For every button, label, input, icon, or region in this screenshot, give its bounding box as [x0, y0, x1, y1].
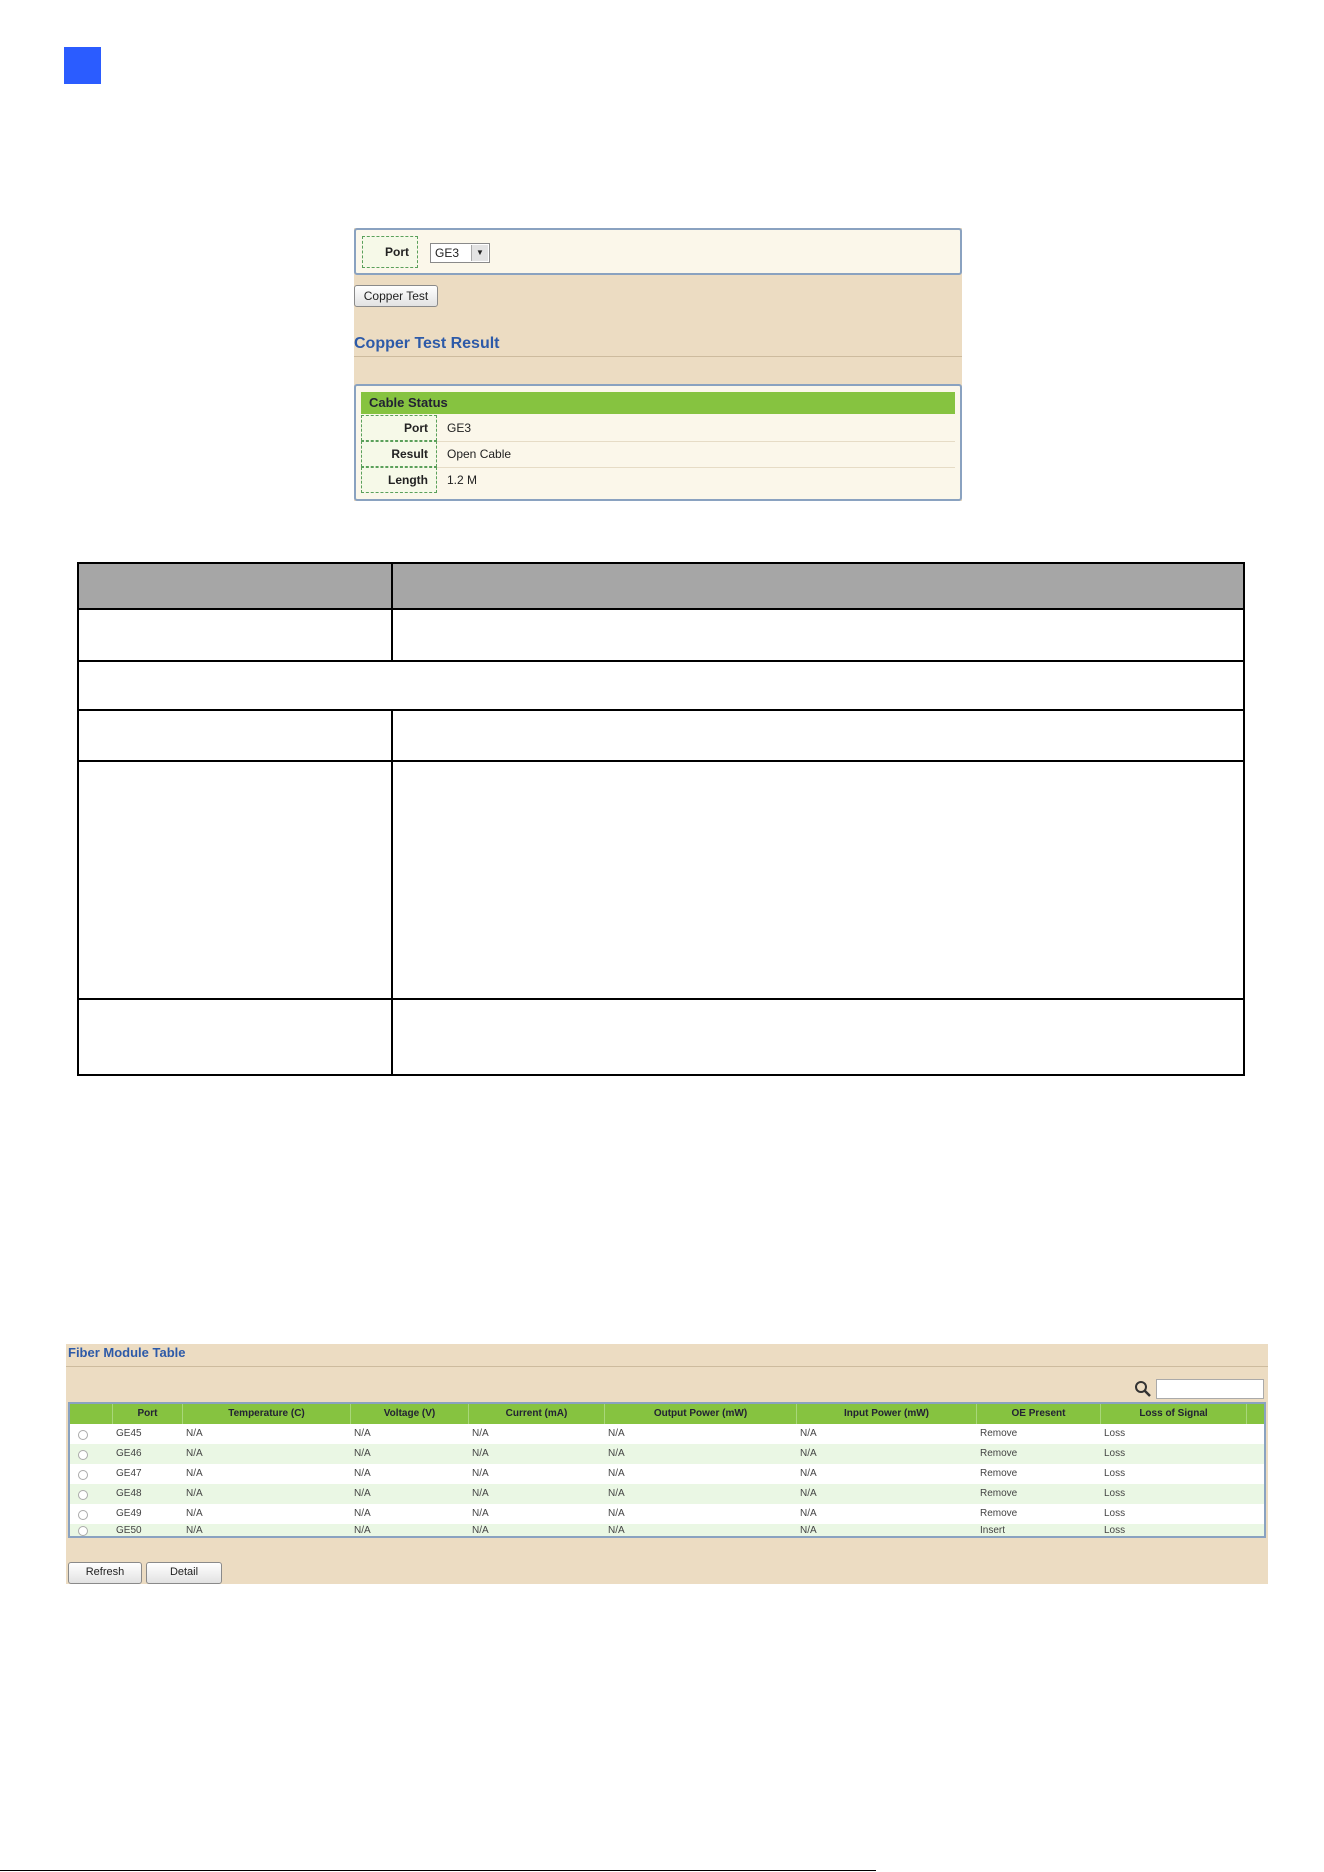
table-cell: GE46	[116, 1448, 142, 1459]
parameter-table	[77, 562, 1245, 1076]
table-cell: N/A	[608, 1428, 625, 1439]
table-header	[77, 562, 1245, 608]
row-radio[interactable]	[78, 1526, 88, 1536]
column-header-spacer	[1246, 1404, 1264, 1424]
section-marker	[64, 47, 101, 84]
table-cell: N/A	[354, 1508, 371, 1519]
fiber-module-table	[68, 1402, 1266, 1538]
table-cell: N/A	[608, 1508, 625, 1519]
table-cell: GE48	[116, 1488, 142, 1499]
cable-status-label: Length	[361, 467, 437, 493]
table-cell: N/A	[608, 1525, 625, 1536]
column-header[interactable]: Current (mA)	[468, 1404, 604, 1424]
row-radio[interactable]	[78, 1490, 88, 1500]
table-cell: Remove	[980, 1428, 1018, 1439]
table-cell: GE45	[116, 1428, 142, 1439]
table-cell: N/A	[800, 1525, 817, 1536]
table-cell: N/A	[354, 1525, 371, 1536]
column-header[interactable]: Input Power (mW)	[796, 1404, 976, 1424]
table-cell: N/A	[354, 1448, 371, 1459]
fiber-module-panel	[66, 1344, 1268, 1584]
table-row[interactable]	[70, 1444, 1264, 1464]
table-cell: GE47	[116, 1468, 142, 1479]
table-border	[1243, 562, 1245, 1076]
column-header[interactable]: Output Power (mW)	[604, 1404, 796, 1424]
table-row[interactable]	[70, 1424, 1264, 1444]
table-cell: Loss	[1104, 1428, 1126, 1439]
table-cell: Remove	[980, 1488, 1018, 1499]
table-border	[77, 760, 1245, 762]
table-cell: N/A	[354, 1488, 371, 1499]
table-cell: N/A	[186, 1448, 203, 1459]
table-cell: Loss	[1104, 1448, 1126, 1459]
copper-test-result-title: Copper Test Result	[354, 335, 500, 352]
port-select-panel	[354, 228, 962, 275]
table-border	[391, 562, 393, 662]
chevron-down-icon[interactable]: ▼	[471, 245, 488, 261]
table-cell: N/A	[472, 1448, 489, 1459]
row-radio[interactable]	[78, 1430, 88, 1440]
column-header-select	[70, 1404, 112, 1424]
table-cell: N/A	[472, 1508, 489, 1519]
table-border	[77, 562, 1245, 564]
divider	[66, 1366, 1268, 1367]
table-cell: N/A	[800, 1508, 817, 1519]
table-cell: Loss	[1104, 1488, 1126, 1499]
row-radio[interactable]	[78, 1450, 88, 1460]
table-row[interactable]	[70, 1464, 1264, 1484]
table-cell: Loss	[1104, 1508, 1126, 1519]
table-border	[77, 562, 79, 1076]
table-cell: Remove	[980, 1508, 1018, 1519]
table-border	[391, 709, 393, 1076]
cable-status-row	[361, 441, 955, 468]
divider	[354, 356, 962, 357]
table-cell: GE49	[116, 1508, 142, 1519]
cable-status-label: Port	[361, 415, 437, 441]
table-cell: N/A	[186, 1488, 203, 1499]
table-cell: N/A	[472, 1468, 489, 1479]
search-input[interactable]	[1156, 1379, 1264, 1399]
column-header[interactable]: Loss of Signal	[1100, 1404, 1246, 1424]
refresh-button[interactable]: Refresh	[68, 1562, 142, 1584]
table-border	[77, 608, 1245, 610]
table-cell: N/A	[800, 1448, 817, 1459]
table-cell: N/A	[608, 1448, 625, 1459]
table-cell: N/A	[800, 1428, 817, 1439]
table-cell: N/A	[472, 1488, 489, 1499]
column-header[interactable]: OE Present	[976, 1404, 1100, 1424]
column-header[interactable]: Voltage (V)	[350, 1404, 468, 1424]
port-dropdown-value: GE3	[435, 246, 460, 260]
table-cell: Loss	[1104, 1468, 1126, 1479]
table-header-row	[70, 1404, 1264, 1424]
column-header[interactable]: Port	[112, 1404, 182, 1424]
table-cell: N/A	[608, 1468, 625, 1479]
cable-status-row	[361, 467, 955, 493]
copper-test-button[interactable]: Copper Test	[354, 285, 438, 307]
table-cell: N/A	[608, 1488, 625, 1499]
footer-divider	[0, 1870, 876, 1871]
table-cell: Insert	[980, 1525, 1006, 1536]
table-row[interactable]	[70, 1524, 1264, 1536]
table-cell: N/A	[354, 1428, 371, 1439]
table-cell: N/A	[800, 1488, 817, 1499]
row-radio[interactable]	[78, 1470, 88, 1480]
cable-status-value: 1.2 M	[447, 473, 478, 487]
cable-status-value: Open Cable	[447, 447, 512, 461]
table-cell: Loss	[1104, 1525, 1126, 1536]
port-dropdown[interactable]	[430, 243, 490, 263]
table-cell: Remove	[980, 1448, 1018, 1459]
cable-status-label: Result	[361, 441, 437, 467]
row-radio[interactable]	[78, 1510, 88, 1520]
detail-button[interactable]: Detail	[146, 1562, 222, 1584]
cable-status-row	[361, 415, 955, 442]
table-border	[77, 1074, 1245, 1076]
table-cell: N/A	[186, 1468, 203, 1479]
table-row[interactable]	[70, 1484, 1264, 1504]
table-cell: N/A	[800, 1468, 817, 1479]
table-border	[77, 998, 1245, 1000]
table-cell: N/A	[186, 1525, 203, 1536]
copper-test-panel	[354, 228, 962, 501]
search-icon[interactable]	[1134, 1380, 1152, 1398]
table-cell: N/A	[186, 1428, 203, 1439]
cable-status-panel	[354, 384, 962, 501]
table-border	[77, 660, 1245, 662]
cable-status-header: Cable Status	[361, 392, 955, 414]
table-cell: N/A	[472, 1428, 489, 1439]
table-border	[77, 709, 1245, 711]
table-cell: N/A	[186, 1508, 203, 1519]
table-cell: Remove	[980, 1468, 1018, 1479]
fiber-module-table-title: Fiber Module Table	[68, 1345, 186, 1360]
cable-status-value: GE3	[447, 421, 472, 435]
table-row[interactable]	[70, 1504, 1264, 1524]
column-header[interactable]: Temperature (C)	[182, 1404, 350, 1424]
port-label: Port	[362, 236, 418, 268]
table-cell: N/A	[472, 1525, 489, 1536]
table-cell: GE50	[116, 1525, 142, 1536]
table-cell: N/A	[354, 1468, 371, 1479]
